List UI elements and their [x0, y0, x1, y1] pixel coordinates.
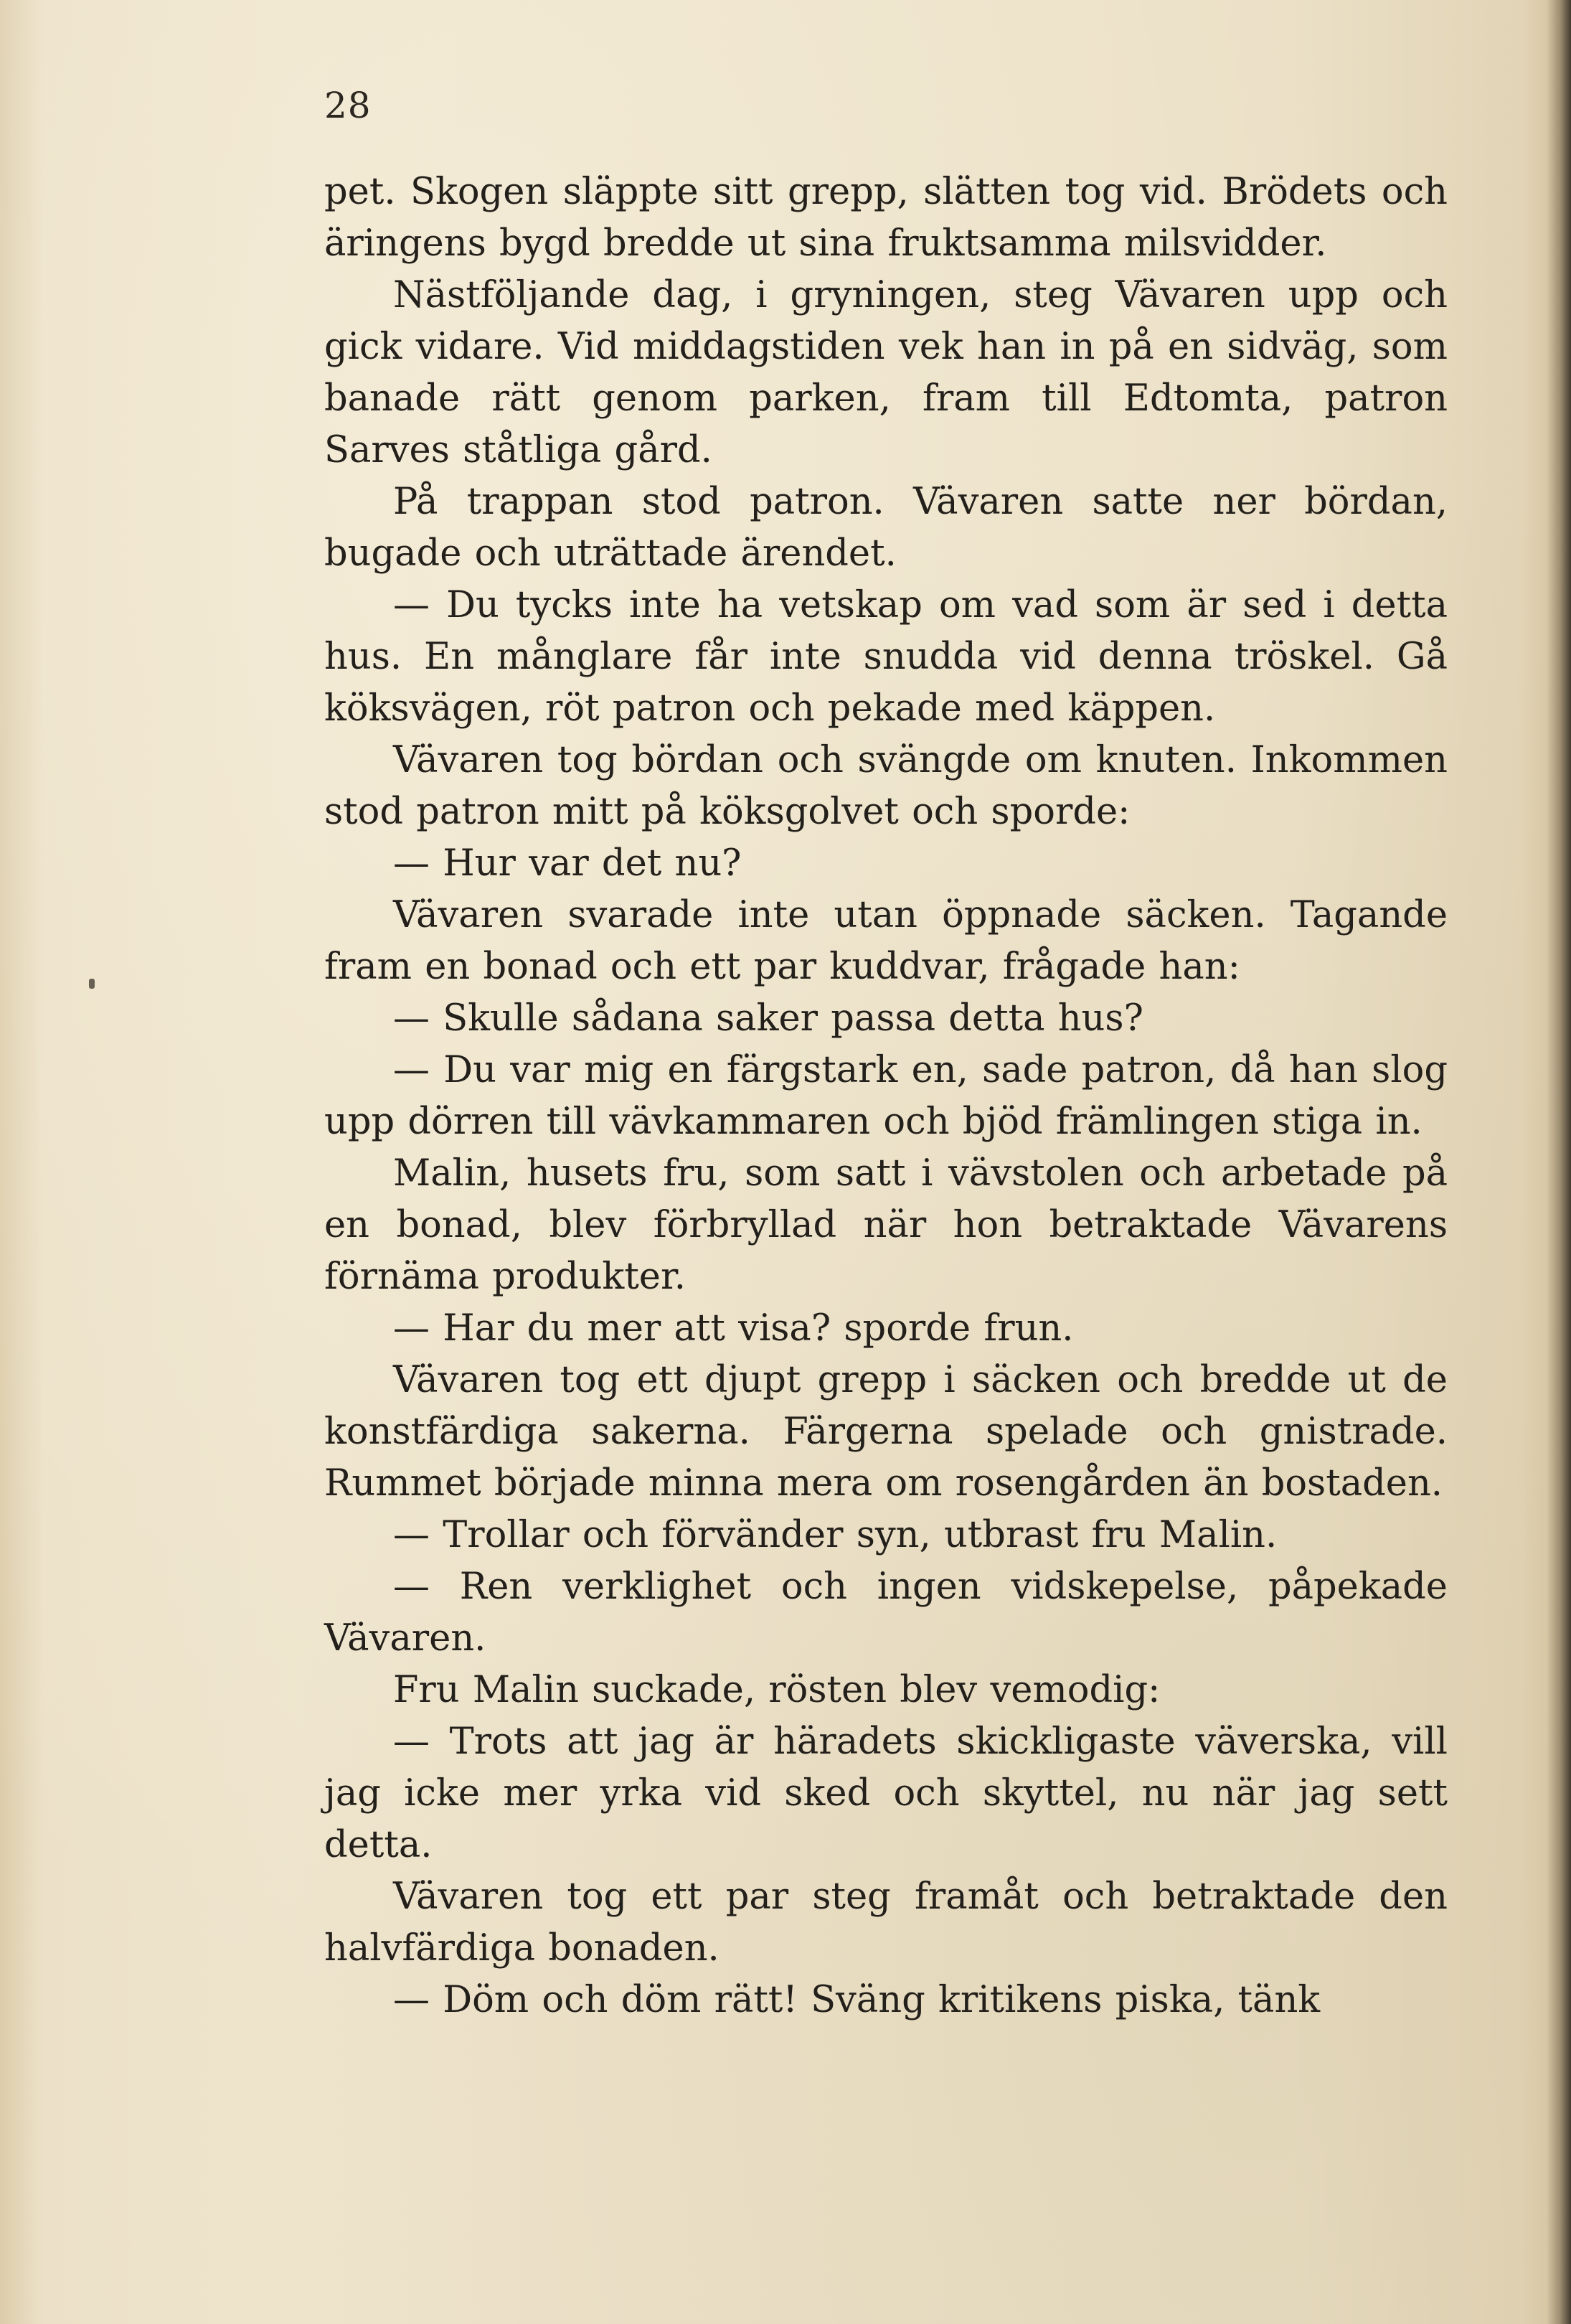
dialogue-line: — Skulle sådana saker passa detta hus?: [393, 997, 1143, 1040]
page-edge-shadow: [1547, 0, 1571, 2324]
body-text: [324, 166, 1448, 2026]
dialogue-line: — Trots att jag är häradets skickligaste väverska, vill jag icke mer yrka vid sked och skyttel, nu när jag sett detta.: [324, 1721, 1448, 1866]
paragraph: Fru Malin suckade, rösten blev vemodig:: [393, 1669, 1161, 1711]
paragraph: Vävaren svarade inte utan öppnade säcken. Tagande fram en bonad och ett par kuddvar, frågade han:: [324, 894, 1448, 988]
dialogue-line: — Trollar och förvänder syn, utbrast fru Malin.: [393, 1514, 1278, 1556]
dialogue-line: — Har du mer att visa? sporde frun.: [393, 1307, 1074, 1350]
dialogue-line: — Ren verklighet och ingen vidskepelse, påpekade Vävaren.: [324, 1566, 1448, 1660]
paragraph: Vävaren tog ett par steg framåt och betraktade den halvfärdiga bonaden.: [324, 1876, 1448, 1970]
ink-speck: [89, 979, 95, 989]
dialogue-line: — Du var mig en färgstark en, sade patron, då han slog upp dörren till vävkammaren och bjöd främlingen stiga in.: [324, 1049, 1448, 1143]
paragraph: Vävaren tog ett djupt grepp i säcken och bredde ut de konstfärdiga sakerna. Färgerna spelade och gnistrade. Rummet började minna mera om rosengården än bostaden.: [324, 1359, 1448, 1505]
dialogue-line: — Hur var det nu?: [393, 842, 742, 885]
dialogue-line: — Döm och döm rätt! Sväng kritikens piska, tänk: [393, 1979, 1321, 2021]
paragraph: På trappan stod patron. Vävaren satte ner bördan, bugade och uträttade ärendet.: [324, 481, 1448, 575]
paragraph: Nästföljande dag, i gryningen, steg Vävaren upp och gick vidare. Vid middagstiden vek han in på en sidväg, som banade rätt genom parken, fram till Edtomta, patron Sarves ståtliga gård.: [324, 274, 1448, 471]
paragraph: Vävaren tog bördan och svängde om knuten. Inkommen stod patron mitt på köksgolvet och sporde:: [324, 739, 1448, 833]
paragraph: Malin, husets fru, som satt i vävstolen och arbetade på en bonad, blev förbryllad när hon betraktade Vävarens förnäma produkter.: [324, 1152, 1448, 1298]
dialogue-line: — Du tycks inte ha vetskap om vad som är sed i detta hus. En månglare får inte snudda vid denna tröskel. Gå köksvägen, röt patron och pekade med käppen.: [324, 584, 1448, 730]
page-number: 28: [324, 85, 372, 126]
paragraph: pet. Skogen släppte sitt grepp, slätten tog vid. Brödets och äringens bygd bredde ut sina fruktsamma milsvidder.: [324, 171, 1448, 265]
